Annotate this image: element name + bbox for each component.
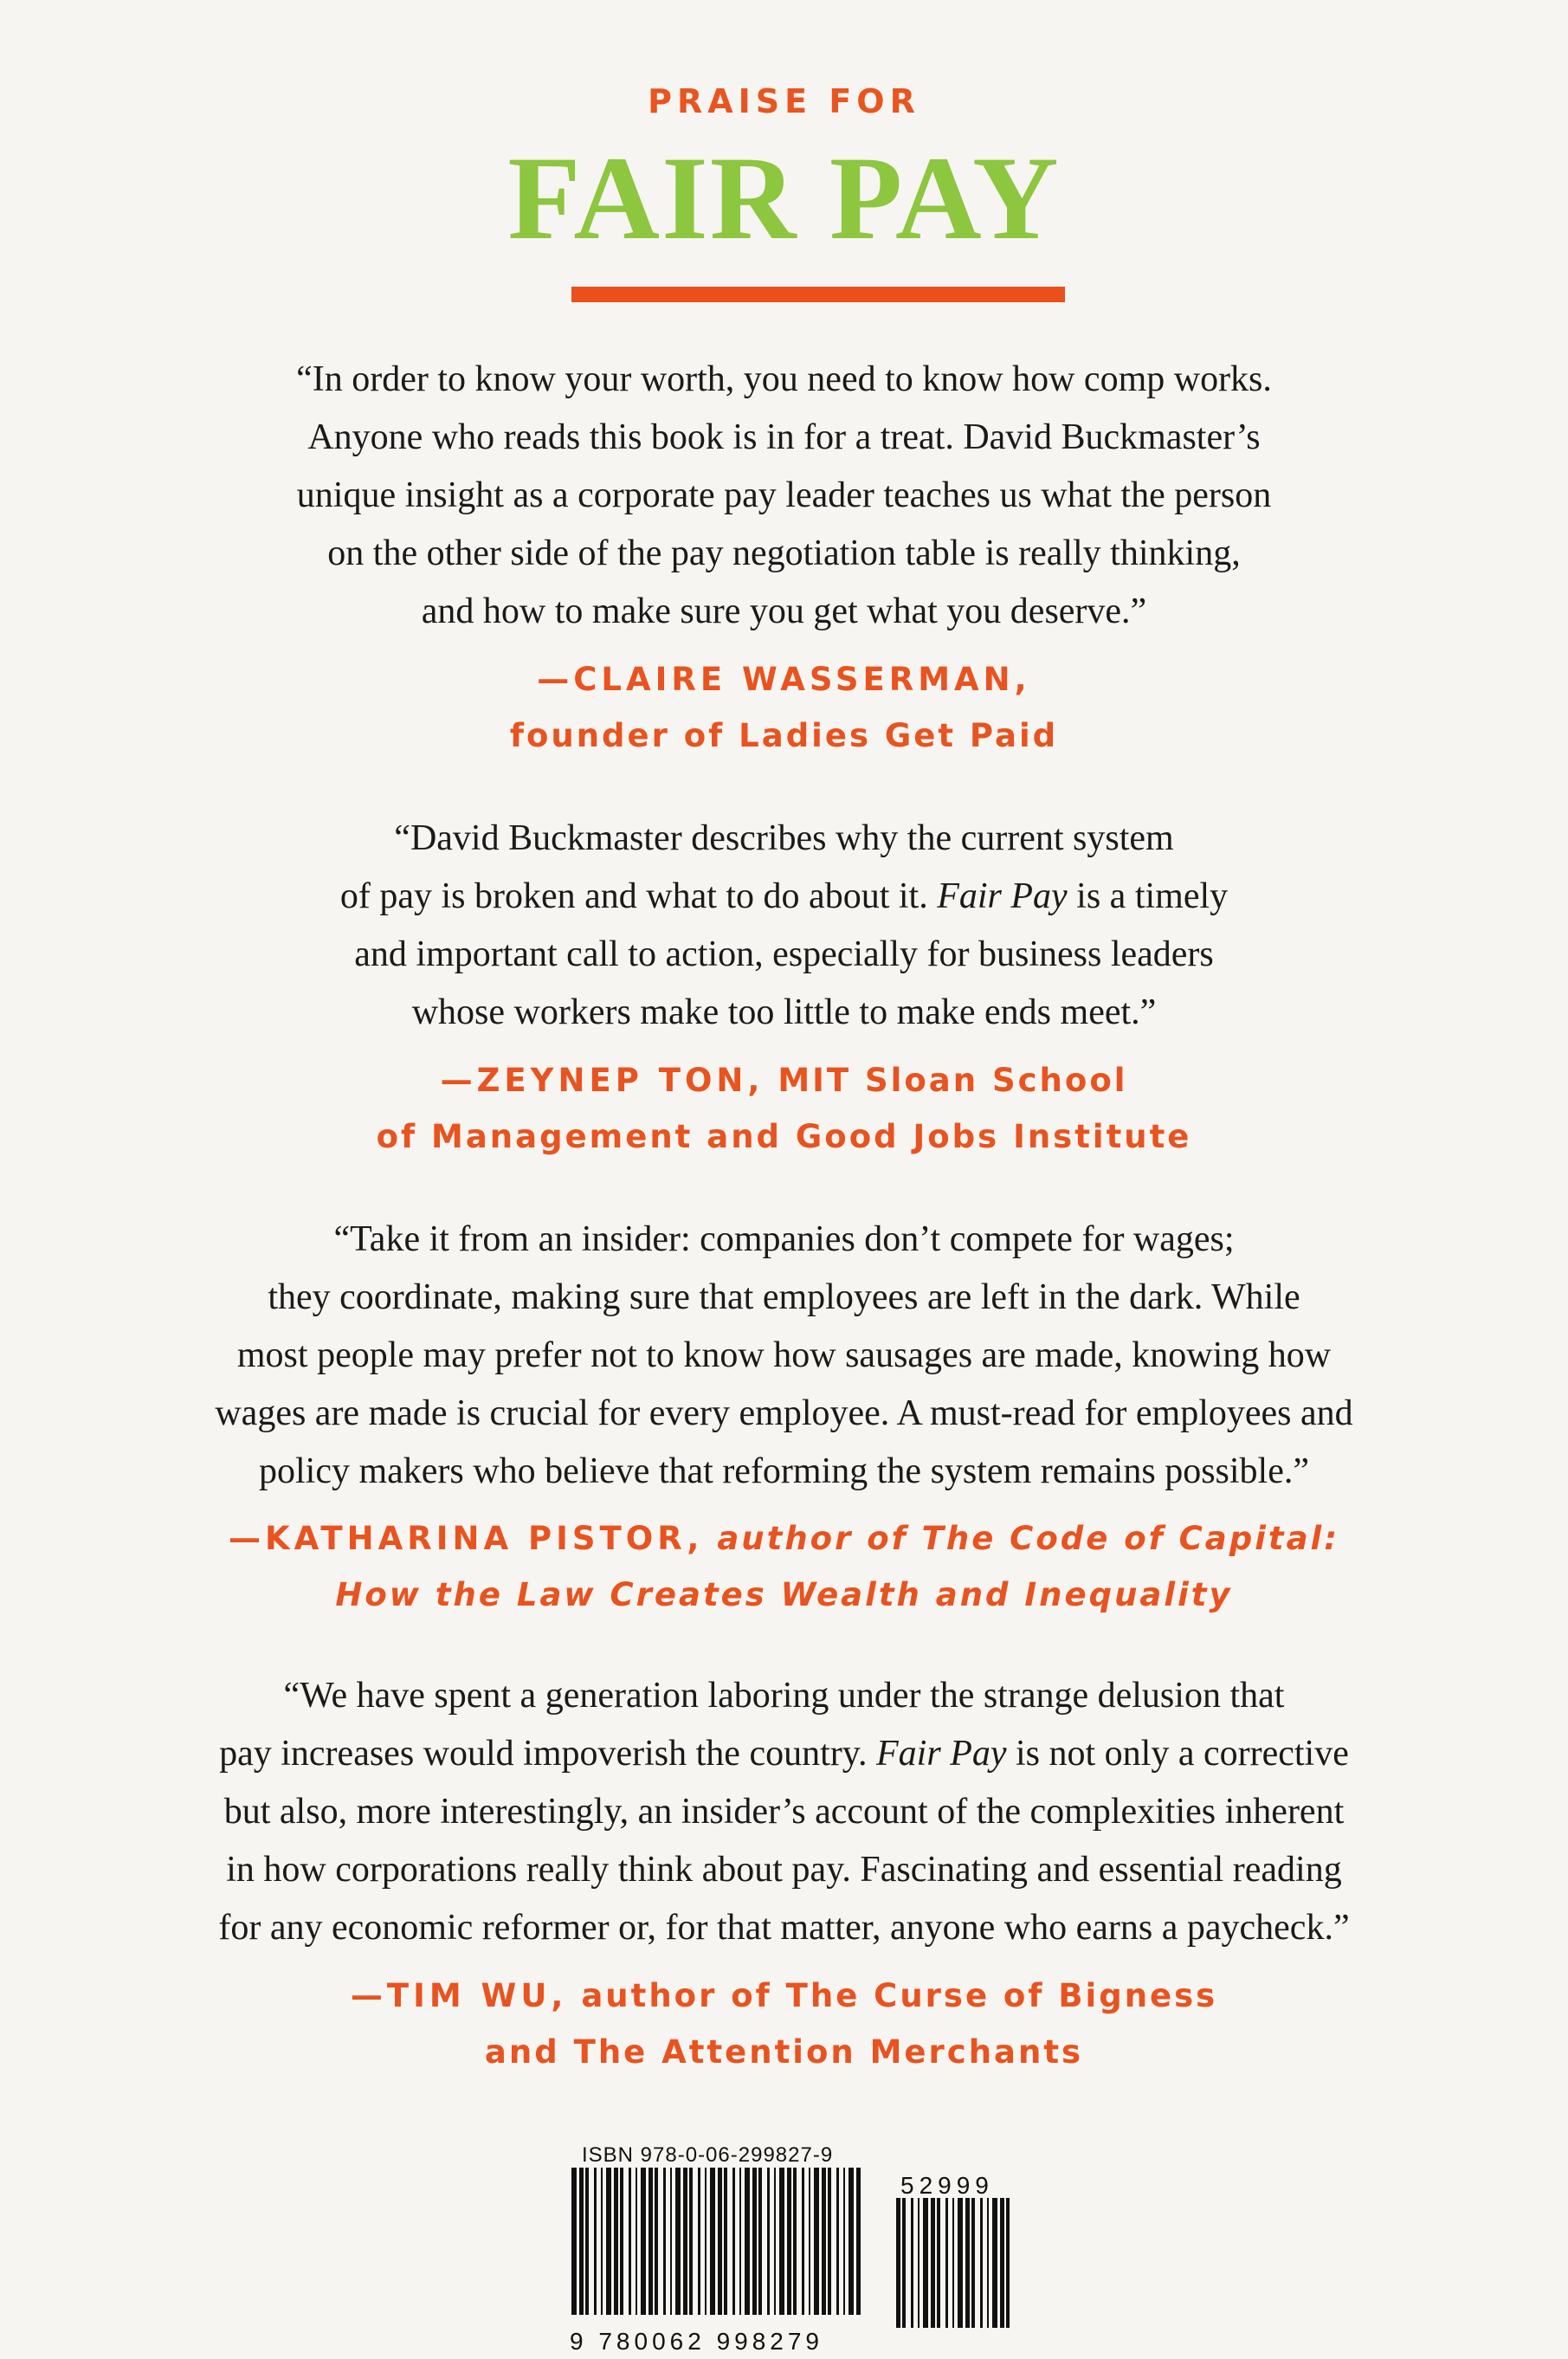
- blurb-4-author: —TIM WU,: [350, 1977, 568, 2014]
- book-title-italic: Fair Pay: [937, 876, 1068, 916]
- book-title-italic: Fair Pay: [876, 1734, 1007, 1774]
- blurb-2-author: —ZEYNEP TON,: [440, 1062, 765, 1099]
- book-title: FAIR PAY: [507, 132, 1061, 264]
- barcode-digits: 9 780062 998279: [570, 2328, 823, 2355]
- isbn-label: ISBN 978-0-06-299827-9: [582, 2143, 834, 2167]
- blurb-3-author: —KATHARINA PISTOR,: [228, 1520, 704, 1557]
- blurb-3-attribution: —KATHARINA PISTOR, author of The Code of Capital: How the Law Creates Wealth and Inequality: [228, 1520, 1340, 1613]
- blurb-2-attribution: —ZEYNEP TON, MIT Sloan School of Management and Good Jobs Institute: [376, 1062, 1192, 1155]
- blurb-1-quote: “In order to know your worth, you need to know how comp works. Anyone who reads this book is in for a treat. David Buckmaster’s unique insight as a corporate pay leader teaches us what the person on the other side of the pay negotiation table is really thinking, and how to make sure you get what you deserve.”: [296, 359, 1272, 631]
- title-divider: [571, 287, 1065, 302]
- blurb-3-quote: “Take it from an insider: companies don’t compete for wages; they coordinate, making sure that employees are left in the dark. While most people may prefer not to know how sausages are made, knowing how wages are made is crucial for every employee. A must-read for employees and policy makers who believe that reforming the system remains possible.”: [215, 1219, 1353, 1491]
- blurb-4-attribution: —TIM WU, author of The Curse of Bigness and The Attention Merchants: [350, 1977, 1218, 2071]
- blurb-2-quote: “David Buckmaster describes why the current system of pay is broken and what to do about it. Fair Pay is a timely and important call to action, especially for business leaders whose workers make too little to make ends meet.”: [339, 818, 1229, 1032]
- praise-for-heading: PRAISE FOR: [648, 82, 920, 120]
- blurb-1-attribution: —CLAIRE WASSERMAN, founder of Ladies Get Paid: [130, 651, 1438, 764]
- blurb-1-author: —CLAIRE WASSERMAN,: [537, 661, 1031, 698]
- blurb-4-quote: “We have spent a generation laboring under the strange delusion that pay increases would impoverish the country. Fair Pay is not only a corrective but also, more interestingly, an insider’s account of the complexities inherent in how corporations really think about pay. Fascinating and essential reading for any economic reformer or, for that matter, anyone who earns a paycheck.”: [218, 1676, 1350, 1948]
- barcode-price-code: 52999: [900, 2172, 994, 2199]
